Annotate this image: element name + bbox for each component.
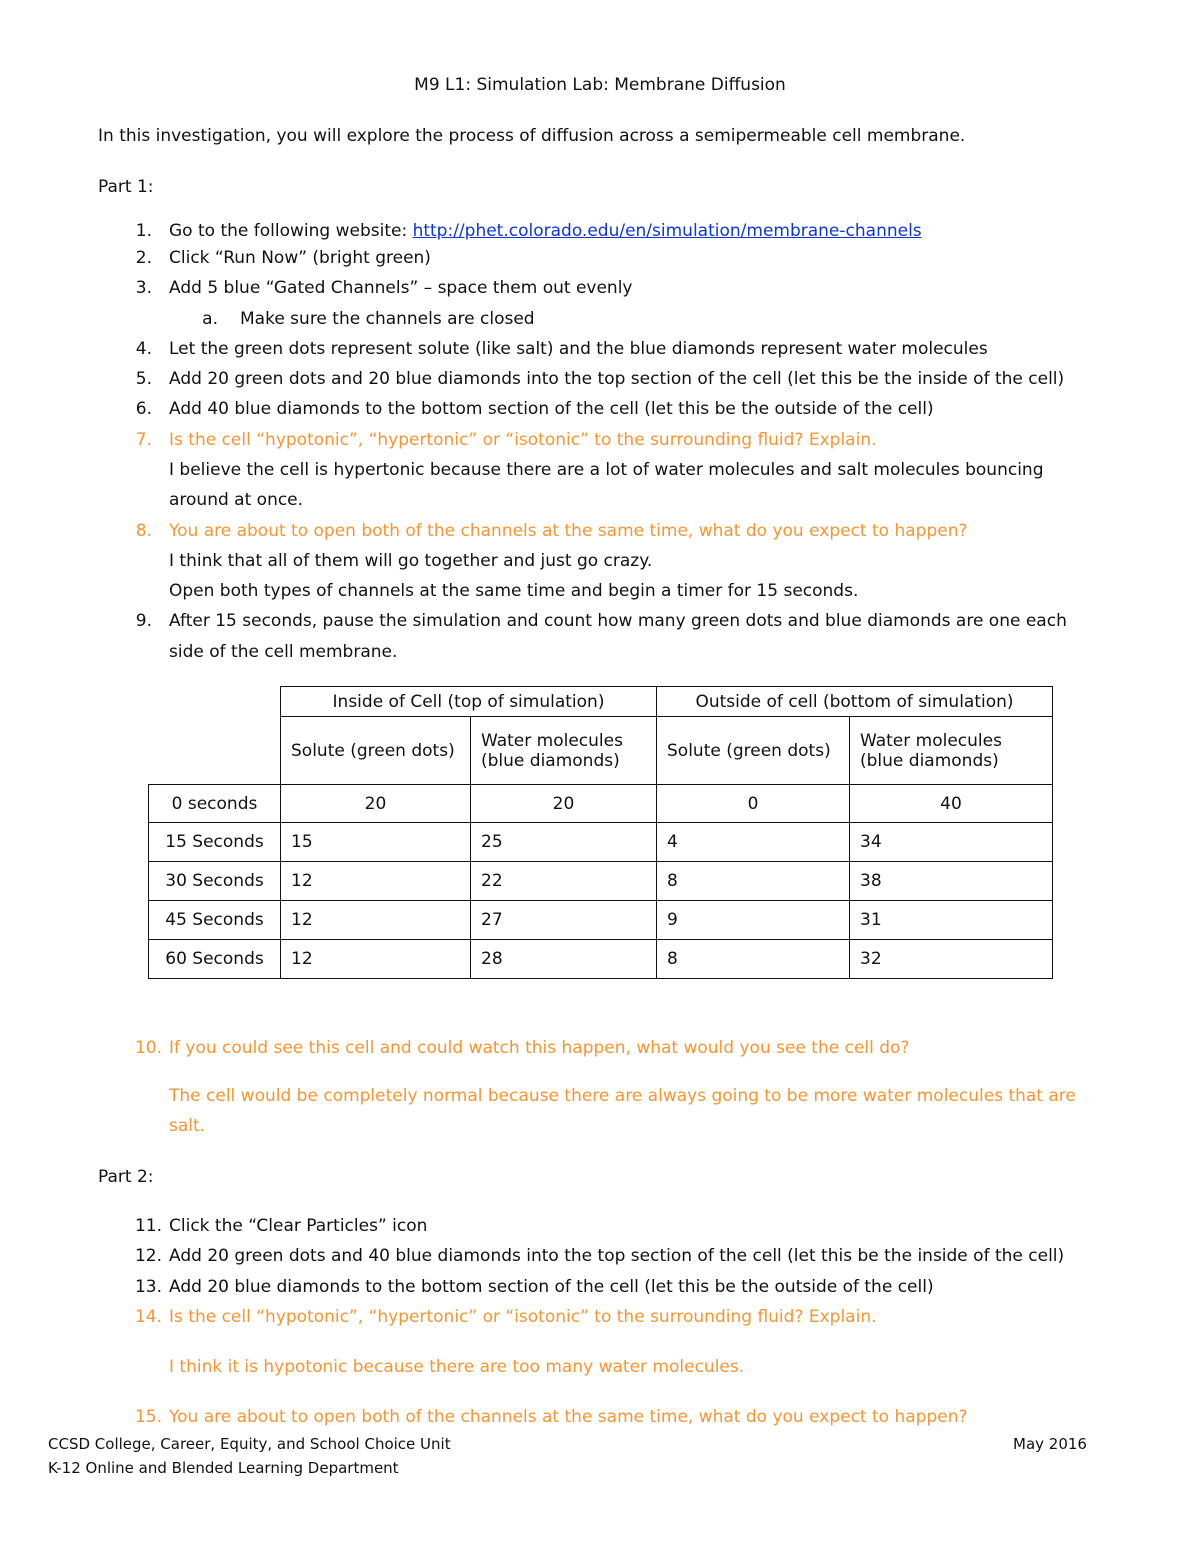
- step-5: Add 20 green dots and 20 blue diamonds into the top section of the cell (let this be the inside of the cell): [169, 369, 1065, 389]
- list-number: 11.: [134, 1216, 162, 1236]
- table-row: [149, 901, 1053, 940]
- row-time: 45 Seconds: [149, 901, 281, 940]
- footer-department: K-12 Online and Blended Learning Department: [48, 1459, 399, 1477]
- step-11: Click the “Clear Particles” icon: [169, 1216, 428, 1236]
- table-row: [149, 785, 1053, 823]
- list-number: 13.: [134, 1277, 162, 1297]
- list-number: 9.: [135, 611, 152, 631]
- table-row: [149, 823, 1053, 862]
- results-table: [148, 686, 1053, 979]
- list-number: 4.: [135, 339, 152, 359]
- cell-outside-water: 34: [850, 823, 1053, 862]
- step-2: Click “Run Now” (bright green): [169, 248, 431, 268]
- list-number: 15.: [134, 1407, 162, 1427]
- cell-inside-solute: 12: [281, 940, 471, 979]
- header-water-line-2: (blue diamonds): [481, 750, 620, 771]
- question-14: Is the cell “hypotonic”, “hypertonic” or “isotonic” to the surrounding fluid? Explain.: [169, 1307, 877, 1327]
- step-3: Add 5 blue “Gated Channels” – space them out evenly: [169, 278, 633, 298]
- list-number: 14.: [134, 1307, 162, 1327]
- answer-7-line-2: around at once.: [169, 490, 304, 510]
- list-letter: a.: [202, 309, 218, 329]
- row-time: 0 seconds: [149, 785, 281, 823]
- header-water-line-1: Water molecules: [860, 730, 1002, 751]
- simulation-link[interactable]: http://phet.colorado.edu/en/simulation/membrane-channels: [412, 221, 922, 241]
- cell-inside-solute: 20: [281, 785, 471, 823]
- list-number: 5.: [135, 369, 152, 389]
- cell-outside-solute: 8: [657, 940, 850, 979]
- answer-8: I think that all of them will go together and just go crazy.: [169, 551, 653, 571]
- list-number: 12.: [134, 1246, 162, 1266]
- cell-outside-water: 38: [850, 862, 1053, 901]
- cell-inside-water: 25: [471, 823, 657, 862]
- step-4: Let the green dots represent solute (like salt) and the blue diamonds represent water molecules: [169, 339, 988, 359]
- step-3a: Make sure the channels are closed: [240, 309, 535, 329]
- question-7: Is the cell “hypotonic”, “hypertonic” or “isotonic” to the surrounding fluid? Explain.: [169, 430, 877, 450]
- step-8-instruction: Open both types of channels at the same time and begin a timer for 15 seconds.: [169, 581, 859, 601]
- answer-14: I think it is hypotonic because there are too many water molecules.: [169, 1357, 745, 1377]
- cell-inside-water: 20: [471, 785, 657, 823]
- step-12: Add 20 green dots and 40 blue diamonds into the top section of the cell (let this be the inside of the cell): [169, 1246, 1065, 1266]
- header-inside-solute: Solute (green dots): [281, 717, 471, 785]
- step-13: Add 20 blue diamonds to the bottom section of the cell (let this be the outside of the cell): [169, 1277, 934, 1297]
- header-outside-solute: Solute (green dots): [657, 717, 850, 785]
- cell-inside-water: 28: [471, 940, 657, 979]
- part2-heading: Part 2:: [98, 1167, 154, 1187]
- intro-text: In this investigation, you will explore the process of diffusion across a semipermeable cell membrane.: [98, 126, 966, 146]
- step-6: Add 40 blue diamonds to the bottom section of the cell (let this be the outside of the cell): [169, 399, 934, 419]
- step-9-line-1: After 15 seconds, pause the simulation and count how many green dots and blue diamonds are one each: [169, 611, 1067, 631]
- part1-heading: Part 1:: [98, 177, 154, 197]
- cell-outside-water: 40: [850, 785, 1053, 823]
- row-time: 60 Seconds: [149, 940, 281, 979]
- cell-outside-water: 32: [850, 940, 1053, 979]
- cell-inside-water: 27: [471, 901, 657, 940]
- cell-outside-solute: 0: [657, 785, 850, 823]
- list-number: 8.: [135, 521, 152, 541]
- row-time: 15 Seconds: [149, 823, 281, 862]
- header-inside-water: [471, 717, 657, 785]
- header-water-line-1: Water molecules: [481, 730, 623, 751]
- cell-outside-solute: 8: [657, 862, 850, 901]
- answer-10-line-2: salt.: [169, 1116, 206, 1136]
- table-corner: [149, 687, 281, 785]
- footer-date: May 2016: [1013, 1435, 1087, 1453]
- list-number: 2.: [135, 248, 152, 268]
- list-number: 1.: [135, 221, 152, 241]
- step-9-line-2: side of the cell membrane.: [169, 642, 398, 662]
- list-number: 3.: [135, 278, 152, 298]
- cell-outside-solute: 9: [657, 901, 850, 940]
- cell-inside-solute: 15: [281, 823, 471, 862]
- list-number: 7.: [135, 430, 152, 450]
- header-inside: Inside of Cell (top of simulation): [281, 687, 657, 717]
- step-1-text: Go to the following website:: [169, 221, 413, 241]
- question-15: You are about to open both of the channels at the same time, what do you expect to happen?: [169, 1407, 968, 1427]
- table-row: [149, 862, 1053, 901]
- question-8: You are about to open both of the channels at the same time, what do you expect to happen?: [169, 521, 968, 541]
- header-outside-water: [850, 717, 1053, 785]
- list-number: 6.: [135, 399, 152, 419]
- page-title: M9 L1: Simulation Lab: Membrane Diffusion: [414, 75, 786, 95]
- cell-inside-solute: 12: [281, 901, 471, 940]
- cell-outside-water: 31: [850, 901, 1053, 940]
- header-outside: Outside of cell (bottom of simulation): [657, 687, 1053, 717]
- answer-10-line-1: The cell would be completely normal because there are always going to be more water molecules that are: [169, 1086, 1076, 1106]
- footer-unit: CCSD College, Career, Equity, and School Choice Unit: [48, 1435, 451, 1453]
- list-number: 10.: [134, 1038, 162, 1058]
- cell-inside-solute: 12: [281, 862, 471, 901]
- row-time: 30 Seconds: [149, 862, 281, 901]
- question-10: If you could see this cell and could watch this happen, what would you see the cell do?: [169, 1038, 910, 1058]
- header-water-line-2: (blue diamonds): [860, 750, 999, 771]
- table-row: [149, 940, 1053, 979]
- cell-outside-solute: 4: [657, 823, 850, 862]
- cell-inside-water: 22: [471, 862, 657, 901]
- step-1: [169, 220, 922, 242]
- answer-7-line-1: I believe the cell is hypertonic because there are a lot of water molecules and salt molecules bouncing: [169, 460, 1044, 480]
